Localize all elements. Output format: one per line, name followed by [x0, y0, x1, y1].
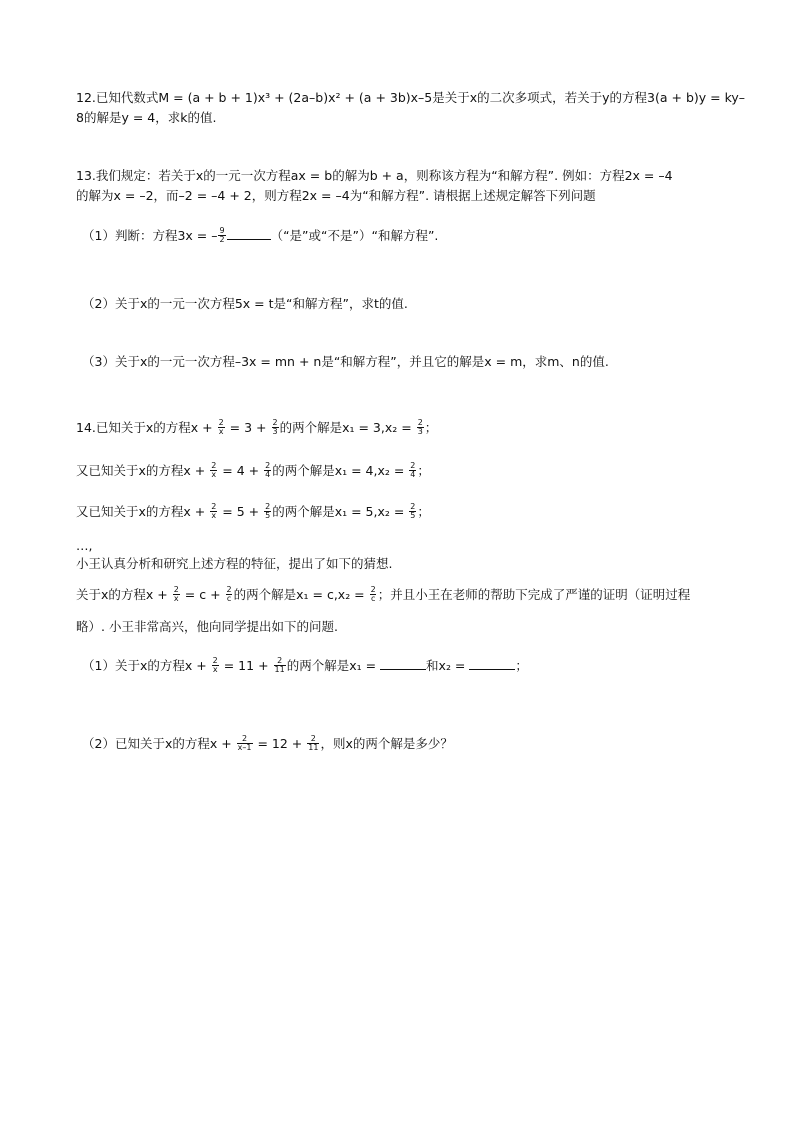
q13-line-1: 13.我们规定：若关于x的一元一次方程ax = b的解为b + a，则称该方程为“和解方程”. 例如：方程2x = –4	[76, 168, 673, 183]
fraction: $\frac{2}{4}$	[265, 461, 271, 479]
fraction: $\frac{2}{x}$	[218, 418, 224, 436]
fraction: $\frac{2}{5}$	[265, 502, 271, 520]
fraction: $\frac{2}{3}$	[272, 418, 278, 436]
answer-blank[interactable]	[227, 227, 271, 240]
q14-part-1: （1）关于x的方程x + $\frac{2}{x}$ = 11 + $\frac{2}{11}$ 的两个解是x₁ = 和x₂ = ；	[82, 656, 528, 674]
fraction: $\frac{9}{2}$	[219, 226, 225, 244]
q14-part-2: （2）已知关于x的方程x + $\frac{2}{x-1}$ = 12 + $\frac{2}{11}$ ，则x的两个解是多少？	[82, 734, 453, 752]
q13-line-2: 的解为x = –2，而–2 = –4 + 2，则方程2x = –4为“和解方程”. 请根据上述规定解答下列问题	[76, 188, 596, 203]
fraction: $\frac{2}{x}$	[211, 502, 217, 520]
fraction: $\frac{2}{x}$	[211, 461, 217, 479]
q14-ellipsis: …,	[76, 538, 93, 553]
q14-row-4: 关于x的方程x + $\frac{2}{x}$ = c + $\frac{2}{c}$ 的两个解是x₁ = c,x₂ = $\frac{2}{c}$ ；并且小王在老师的帮助下完成了严谨的证明（证明过程	[76, 585, 691, 603]
q12-line-2: 8的解是y = 4，求k的值.	[76, 110, 217, 125]
fraction: $\frac{2}{c}$	[226, 585, 232, 603]
q14-row-1: 14.已知关于x的方程x + $\frac{2}{x}$ = 3 + $\frac{2}{3}$ 的两个解是x₁ = 3,x₂ = $\frac{2}{3}$ ；	[76, 418, 438, 436]
q13-part-3: （3）关于x的一元一次方程–3x = mn + n是“和解方程”，并且它的解是x = m，求m、n的值.	[82, 354, 609, 369]
fraction: $\frac{2}{x}$	[173, 585, 179, 603]
fraction: $\frac{2}{x-1}$	[237, 734, 252, 752]
fraction: $\frac{2}{x}$	[212, 656, 218, 674]
q13-part-1: （1）判断：方程3x = – $\frac{9}{2}$ （“是”或“不是”）“和解方程”.	[82, 226, 439, 244]
fraction: $\frac{2}{c}$	[370, 585, 376, 603]
answer-blank-x1[interactable]	[380, 657, 426, 670]
fraction: $\frac{2}{5}$	[410, 502, 416, 520]
answer-blank-x2[interactable]	[469, 657, 515, 670]
fraction: $\frac{2}{3}$	[417, 418, 423, 436]
q13-part-2: （2）关于x的一元一次方程5x = t是“和解方程”，求t的值.	[82, 296, 408, 311]
fraction: $\frac{2}{4}$	[410, 461, 416, 479]
q14-row-2: 又已知关于x的方程x + $\frac{2}{x}$ = 4 + $\frac{2}{4}$ 的两个解是x₁ = 4,x₂ = $\frac{2}{4}$ ；	[76, 461, 430, 479]
q14-row-3: 又已知关于x的方程x + $\frac{2}{x}$ = 5 + $\frac{2}{5}$ 的两个解是x₁ = 5,x₂ = $\frac{2}{5}$ ；	[76, 502, 430, 520]
fraction: $\frac{2}{11}$	[308, 734, 319, 752]
q12-line-1: 12.已知代数式M = (a + b + 1)x³ + (2a–b)x² + (a + 3b)x–5是关于x的二次多项式，若关于y的方程3(a + b)y = ky–	[76, 90, 746, 105]
q14-row-4-cont: 略）. 小王非常高兴，他向同学提出如下的问题.	[76, 619, 338, 634]
q14-guess-intro: 小王认真分析和研究上述方程的特征，提出了如下的猜想.	[76, 556, 393, 571]
fraction: $\frac{2}{11}$	[274, 656, 285, 674]
